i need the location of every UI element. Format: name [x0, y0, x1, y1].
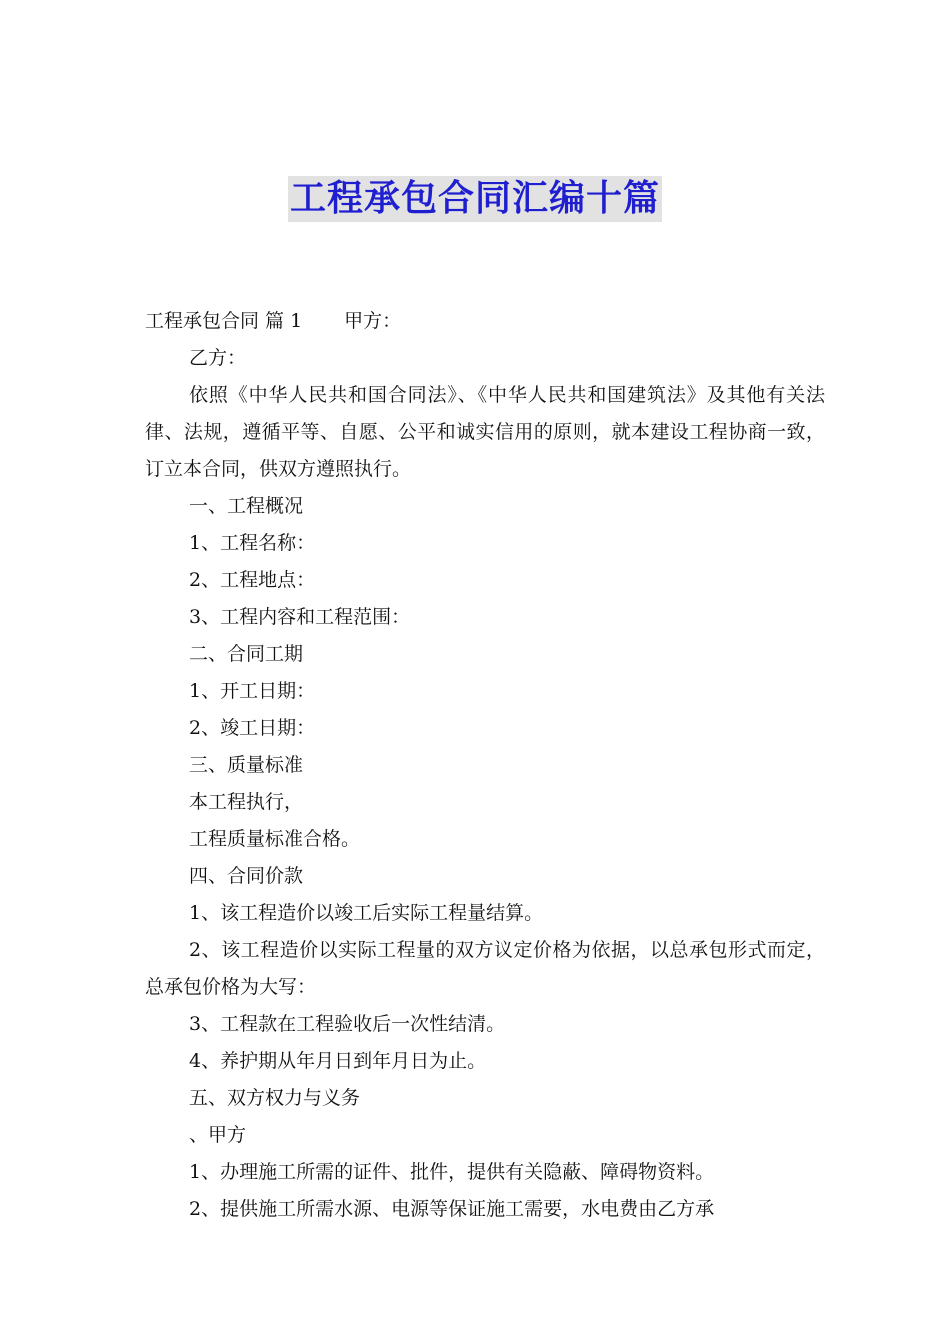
project-location-item: 2、工程地点：	[189, 569, 316, 591]
preamble-paragraph: 依照《中华人民共和国合同法》、《中华人民共和国建筑法》及其他有关法律、法规，遵循平等、自愿、公平和诚实信用的原则，就本建设工程协商一致，订立本合同，供双方遵照执行。	[145, 384, 825, 480]
quality-standard-item: 工程质量标准合格。	[189, 828, 361, 850]
quality-execution-item: 本工程执行，	[189, 791, 304, 813]
party-b-label: 乙方：	[189, 347, 247, 369]
party-a-label: 甲方：	[344, 310, 402, 332]
contract-heading-line	[145, 303, 825, 340]
title-container	[0, 176, 950, 222]
section-heading-2: 二、合同工期	[189, 643, 304, 665]
section-heading-4: 四、合同价款	[189, 865, 304, 887]
party-a-duty-1: 1、办理施工所需的证件、批件，提供有关隐蔽、障碍物资料。	[189, 1161, 715, 1183]
start-date-item: 1、开工日期：	[189, 680, 316, 702]
price-item-1: 1、该工程造价以竣工后实际工程量结算。	[189, 902, 544, 924]
section-heading-3: 三、质量标准	[189, 754, 304, 776]
party-a-subheading: 、甲方	[189, 1124, 247, 1146]
completion-date-item: 2、竣工日期：	[189, 717, 316, 739]
party-a-duty-2: 2、提供施工所需水源、电源等保证施工需要，水电费由乙方承	[189, 1198, 715, 1220]
price-item-2: 2、该工程造价以实际工程量的双方议定价格为依据，以总承包形式而定，总承包价格为大写：	[145, 939, 825, 998]
project-name-item: 1、工程名称：	[189, 532, 316, 554]
document-title: 工程承包合同汇编十篇	[288, 176, 662, 222]
contract-heading: 工程承包合同 篇 1	[145, 310, 303, 332]
section-heading-1: 一、工程概况	[189, 495, 304, 517]
price-item-4: 4、养护期从年月日到年月日为止。	[189, 1050, 487, 1072]
section-heading-5: 五、双方权力与义务	[189, 1087, 361, 1109]
price-item-3: 3、工程款在工程验收后一次性结清。	[189, 1013, 506, 1035]
document-body	[145, 303, 825, 1228]
project-scope-item: 3、工程内容和工程范围：	[189, 606, 411, 628]
